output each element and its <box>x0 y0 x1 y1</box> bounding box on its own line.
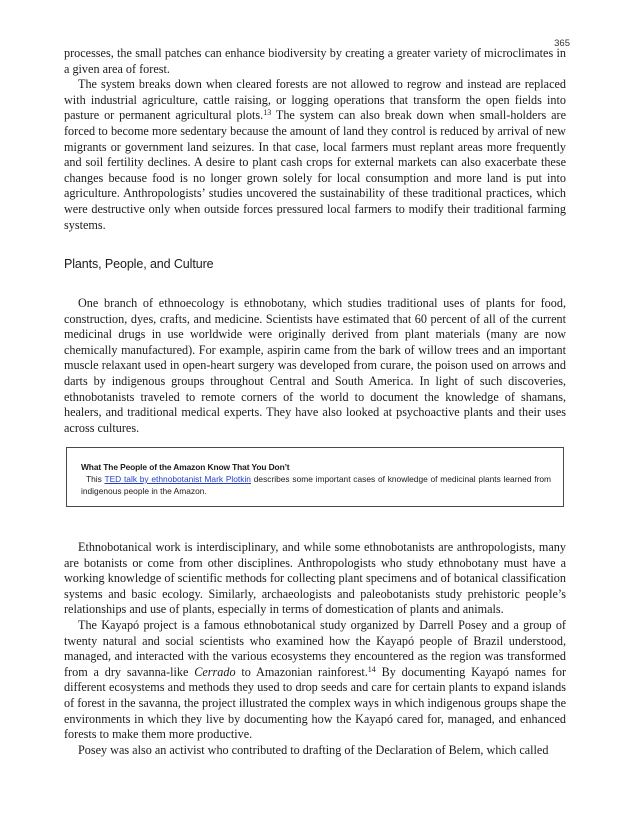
paragraph-text-part: to Amazonian rainforest. <box>241 664 368 679</box>
bottom-text-block <box>64 540 566 758</box>
paragraph-kayapo <box>64 618 566 743</box>
sidebar-box <box>66 447 564 507</box>
cerrado-term: Cerrado <box>194 664 236 679</box>
paragraph-system-breakdown <box>64 77 566 233</box>
paragraph-continuation: processes, the small patches can enhance biodiversity by creating a greater variety of microclimates in a given area of forest. <box>64 46 566 76</box>
section-intro-block <box>64 296 566 436</box>
sidebar-rest: describes some important cases of knowledge of medicinal plants learned from indigenous people in the Amazon. <box>81 474 552 496</box>
paragraph-text-part: The system can also break down when small-holders are forced to become more sedentary because the amount of land they control is reduced by arrival of new migrants or government land seizures. In that case, local farmers must replant areas more frequently and soil fertility declines. A desire to plant cash crops for external markets can also exacerbate these changes because food is no longer grown solely for local consumption and more land is put into agriculture. Anthropologists’ studies uncovered the sustainability of these traditional practices, which were destructive only when outside forces pressured local farmers to modify their traditional farming systems. <box>64 108 566 232</box>
footnote-ref-14: 14 <box>367 664 376 674</box>
paragraph-text-part: The Kayapó project is a famous ethnobotanical study organized by Darrell Posey and a group of twenty natural and social scientists who examined how the Kayapó people of Brazil understood, managed, and interacted with the various ecosystems they encountered as the region was transformed from a dry savanna-like <box>64 617 566 679</box>
paragraph-ethnobotany-intro: One branch of ethnoecology is ethnobotany, which studies traditional uses of plants for food, construction, dyes, crafts, and medicine. Scientists have estimated that 60 percent of all of the current medicinal drugs in use worldwide were originally derived from plant materials (many are now chemically manufactured). For example, aspirin came from the bark of willow trees and an important muscle relaxant used in open-heart surgery was developed from curare, the poison used on arrows and darts by indigenous groups throughout Central and South America. In light of such discoveries, ethnobotanists traveled to remote corners of the world to document the knowledge of shamans, healers, and traditional medical experts. They have also looked at psychoactive plants and their uses across cultures. <box>64 296 566 435</box>
page-number: 365 <box>554 38 570 49</box>
paragraph-text-part: By documenting Kayapó names for different ecosystems and methods they used to drop seeds and care for certain plants to expand islands of forest in the savanna, the project illustrated the complex ways in which indigenous groups shape the environments in which they live by documenting how the Kayapó cared for, managed, and enhanced forests to make them more productive. <box>64 664 567 742</box>
ted-talk-link[interactable]: TED talk by ethnobotanist Mark Plotkin <box>104 474 251 484</box>
paragraph-posey: Posey was also an activist who contributed to drafting of the Declaration of Belem, which called <box>78 742 549 757</box>
sidebar-lead: This <box>86 474 102 484</box>
top-text-block <box>64 46 566 233</box>
footnote-ref-13: 13 <box>263 108 272 118</box>
sidebar-title: What The People of the Amazon Know That You Don’t <box>81 462 290 472</box>
paragraph-interdisciplinary: Ethnobotanical work is interdisciplinary, and while some ethnobotanists are anthropologists, many are botanists or come from other disciplines. Anthropologists who study ethnobotany must have a working knowledge of scientific methods for collecting plant specimens and of botanical classification systems and basic ecology. Similarly, archaeologists and paleobotanists study prehistoric people’s relationships and use of plants, especially in terms of domestication of plants and animals. <box>64 540 566 617</box>
section-heading: Plants, People, and Culture <box>64 257 214 271</box>
sidebar-body <box>81 473 551 497</box>
paragraph-text-part: The system breaks down when cleared forests are not allowed to regrow and instead are replaced with industrial agriculture, cattle raising, or logging operations that transform the open fields into pasture or permanent agricultural plots. <box>64 77 566 123</box>
